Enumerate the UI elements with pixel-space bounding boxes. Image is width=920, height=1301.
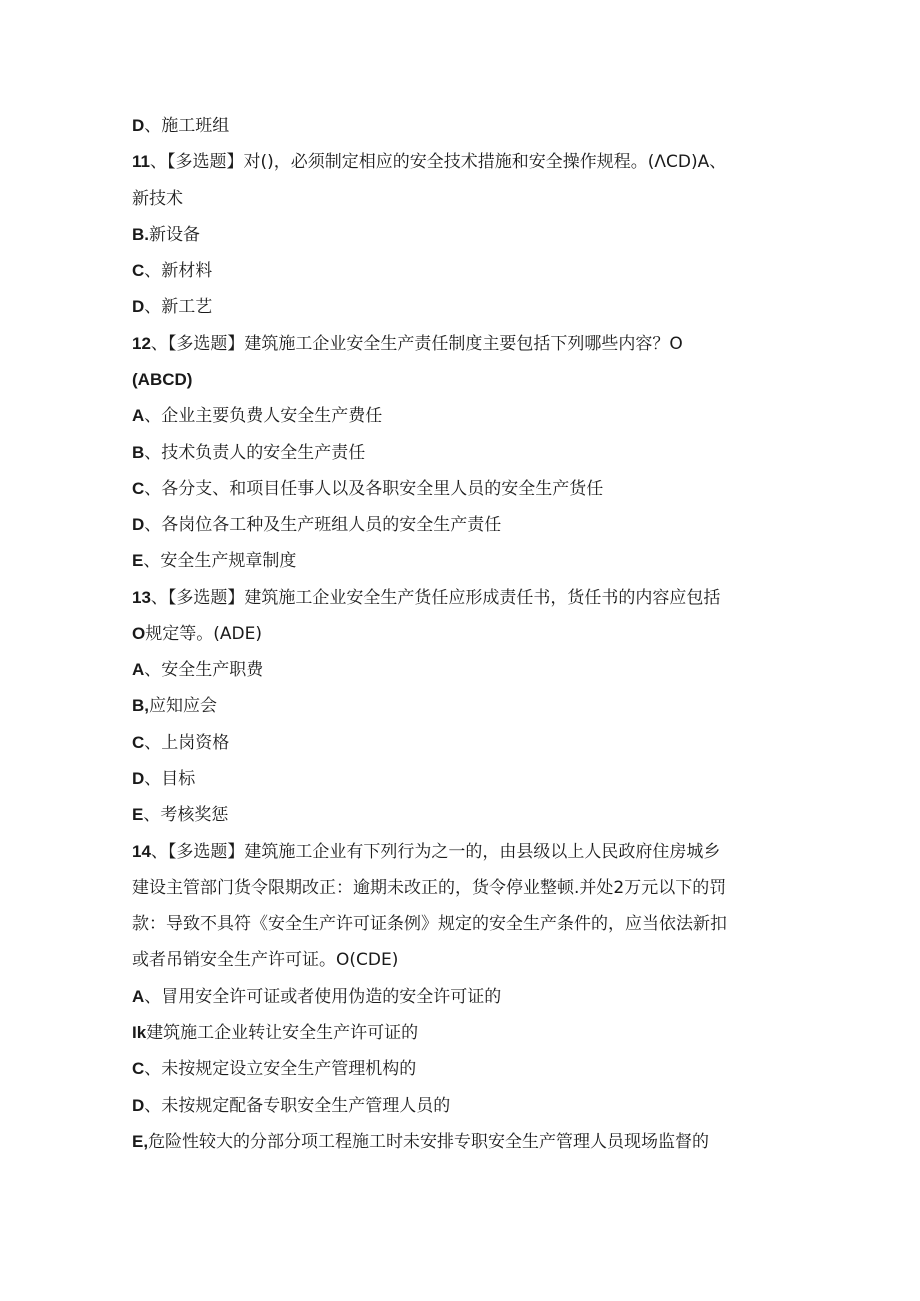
option-14-c: C、未按规定设立安全生产管理机构的	[132, 1059, 417, 1079]
question-13: 13、【多选题】建筑施工企业安全生产货任应形成责任书，货任书的内容应包括	[132, 588, 721, 608]
option-11-c: C、新材料	[132, 261, 213, 281]
question-14-line-2: 建设主管部门货令限期改正：逾期未改正的，货令停业整顿.并处2万元以下的罚	[132, 878, 727, 898]
option-12-b: B、技术负责人的安全生产责任	[132, 443, 366, 463]
option-13-c: C、上岗资格	[132, 733, 230, 753]
option-13-a: A、安全生产职费	[132, 660, 264, 680]
option-11-b: B.新设备	[132, 225, 200, 245]
question-11: 11、【多选题】对()，必须制定相应的安全技术措施和安全操作规程。(ΛCD)A、	[132, 152, 727, 172]
question-14-line-4: 或者吊销安全生产许可证。O(CDE)	[132, 950, 399, 970]
option-14-a: A、冒用安全许可证或者使用伪造的安全许可证的	[132, 987, 502, 1007]
option-12-a: A、企业主要负费人安全生产费任	[132, 406, 383, 426]
option-11-d-prev: D、施工班组	[132, 116, 230, 136]
option-13-e: E、考核奖惩	[132, 805, 229, 825]
option-12-e: E、安全生产规章制度	[132, 551, 297, 571]
question-14: 14、【多选题】建筑施工企业有下列行为之一的，由县级以上人民政府住房城乡	[132, 842, 721, 862]
question-13-continued: O规定等。(ADE)	[132, 624, 262, 644]
option-12-c: C、各分支、和项目任事人以及各职安全里人员的安全生产货任	[132, 479, 604, 499]
question-12-answer: (ABCD)	[132, 370, 193, 389]
question-11-continued: 新技术	[132, 189, 183, 209]
option-12-d: D、各岗位各工种及生产班组人员的安全生产责任	[132, 515, 502, 535]
question-14-line-3: 款：导致不具符《安全生产许可证条例》规定的安全生产条件的，应当依法新扣	[132, 914, 727, 934]
question-12: 12、【多选题】建筑施工企业安全生产责任制度主要包括下列哪些内容？O	[132, 334, 683, 354]
option-13-b: B,应知应会	[132, 696, 217, 716]
option-14-e: E,危险性较大的分部分项工程施工时未安排专职安全生产管理人员现场监督的	[132, 1132, 710, 1152]
option-13-d: D、目标	[132, 769, 196, 789]
option-14-d: D、未按规定配备专职安全生产管理人员的	[132, 1096, 451, 1116]
option-14-b: Ik建筑施工企业转让安全生产许可证的	[132, 1023, 419, 1043]
option-11-d: D、新工艺	[132, 297, 213, 317]
